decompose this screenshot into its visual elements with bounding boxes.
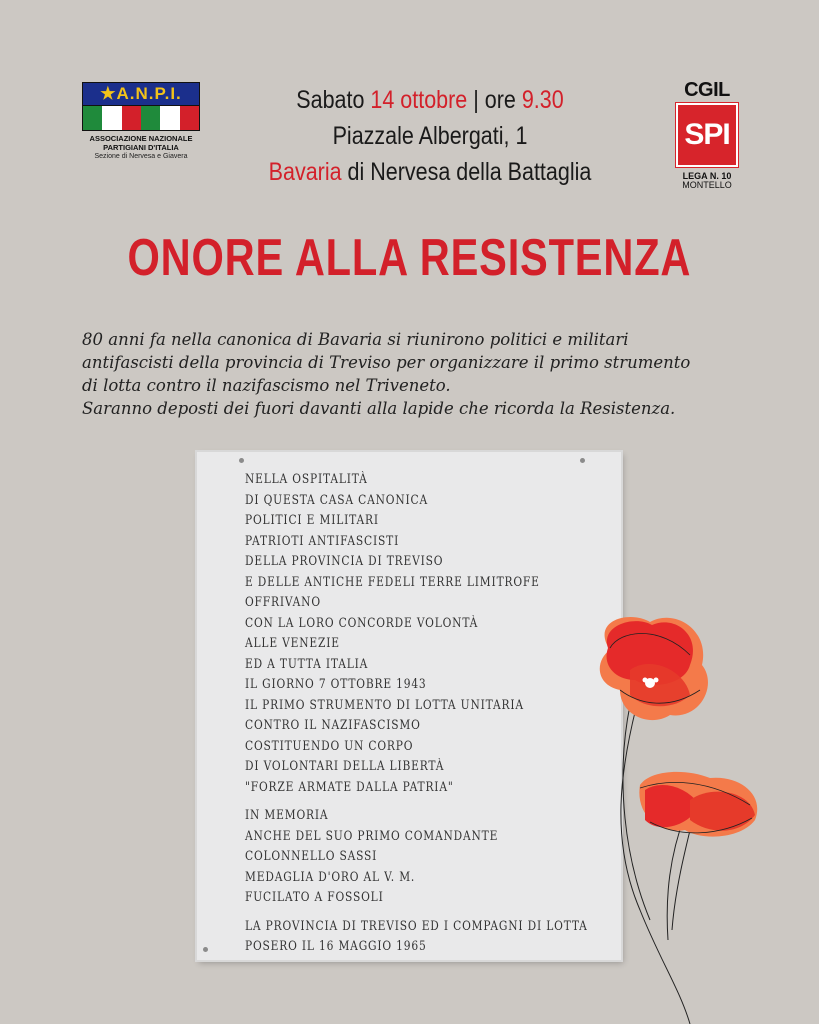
cgil-spi-logo	[676, 80, 738, 190]
anpi-logo-name: ★A.N.P.I.	[82, 82, 200, 106]
plaque-line: COLONNELLO SASSI	[245, 849, 378, 864]
event-info	[220, 82, 640, 190]
description-line: di lotta contro il nazifascismo nel Triveneto.	[82, 376, 451, 395]
plaque-line: LA PROVINCIA DI TREVISO ED I COMPAGNI DI LOTTA	[245, 918, 588, 934]
plaque-line	[245, 800, 588, 808]
event-day: Sabato	[296, 86, 371, 114]
spi-badge	[676, 103, 738, 167]
nail-icon	[203, 947, 208, 952]
plaque-line: IL GIORNO 7 OTTOBRE 1943	[245, 677, 427, 692]
event-place	[249, 154, 610, 190]
anpi-logo	[82, 82, 200, 161]
event-datetime	[249, 82, 610, 118]
event-separator: | ore	[467, 86, 522, 114]
nail-icon	[580, 458, 585, 463]
event-time: 9.30	[521, 86, 564, 114]
plaque-line: IN MEMORIA	[245, 808, 329, 823]
anpi-logo-line1: ASSOCIAZIONE NAZIONALE	[89, 134, 193, 143]
plaque-line: POLITICI E MILITARI	[245, 513, 379, 528]
plaque-line: CON LA LORO CONCORDE VOLONTÀ	[245, 615, 479, 631]
poppies-illustration-icon	[590, 610, 770, 1024]
plaque-line: E DELLE ANTICHE FEDELI TERRE LIMITROFE	[245, 574, 540, 590]
plaque-line: ALLE VENEZIE	[245, 636, 340, 651]
plaque-line	[245, 911, 588, 919]
plaque-line: "FORZE ARMATE DALLA PATRIA"	[245, 779, 454, 795]
memorial-plaque	[197, 452, 621, 960]
event-address: Piazzale Albergati, 1	[332, 122, 528, 150]
plaque-line: IL PRIMO STRUMENTO DI LOTTA UNITARIA	[245, 697, 524, 713]
description-line: antifascisti della provincia di Treviso per organizzare il primo strumento	[82, 353, 691, 372]
page-title: ONORE ALLA RESISTENZA	[127, 229, 692, 287]
spi-badge-text: SPI	[684, 118, 730, 151]
description-line: Saranno deposti dei fuori davanti alla lapide che ricorda la Resistenza.	[82, 399, 676, 418]
plaque-line: ED A TUTTA ITALIA	[245, 656, 369, 672]
plaque-line: OFFRIVANO	[245, 595, 321, 610]
plaque-line: COSTITUENDO UN CORPO	[245, 738, 414, 754]
anpi-logo-line2: PARTIGIANI D'ITALIA	[103, 143, 179, 152]
plaque-line: DELLA PROVINCIA DI TREVISO	[245, 554, 444, 569]
nail-icon	[239, 458, 244, 463]
cgil-logo-line2: MONTELLO	[682, 180, 732, 190]
event-locality: Bavaria	[268, 158, 342, 186]
event-town: di Nervesa della Battaglia	[341, 158, 592, 186]
plaque-line: DI VOLONTARI DELLA LIBERTÀ	[245, 759, 445, 774]
plaque-line: ANCHE DEL SUO PRIMO COMANDANTE	[245, 828, 499, 844]
plaque-line: POSERO IL 16 MAGGIO 1965	[245, 939, 427, 954]
cgil-logo-line1: LEGA N. 10	[682, 171, 732, 181]
description	[82, 328, 742, 420]
italian-flag-icon	[82, 106, 200, 131]
plaque-line: NELLA OSPITALITÀ	[245, 472, 368, 487]
plaque-line: FUCILATO A FOSSOLI	[245, 890, 384, 905]
cgil-logo-text: CGIL	[684, 79, 730, 101]
plaque-line: MEDAGLIA D'ORO AL V. M.	[245, 869, 416, 885]
plaque-line: DI QUESTA CASA CANONICA	[245, 492, 428, 508]
event-date: 14 ottobre	[370, 86, 468, 114]
plaque-line: PATRIOTI ANTIFASCISTI	[245, 533, 400, 549]
description-line: 80 anni fa nella canonica di Bavaria si riunirono politici e militari	[82, 330, 629, 349]
anpi-logo-line3: Sezione di Nervesa e Giavera	[94, 153, 188, 160]
plaque-line: CONTRO IL NAZIFASCISMO	[245, 718, 421, 733]
